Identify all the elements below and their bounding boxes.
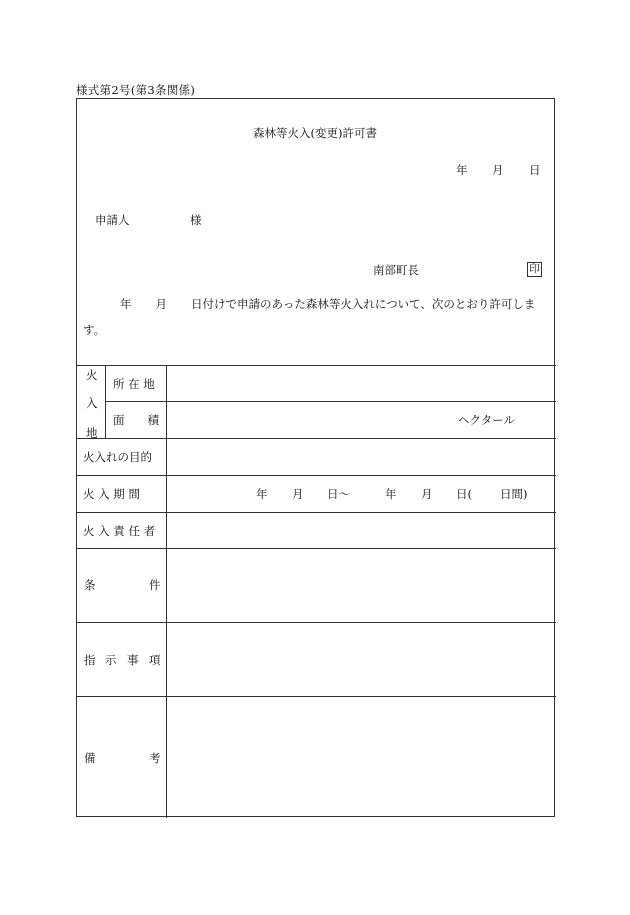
permit-statement	[83, 291, 549, 343]
burn-site-char-3: 地	[86, 426, 98, 440]
burn-site-char-2: 入	[86, 396, 98, 410]
body-text: 日付けで申請のあった森林等火入れについて、次のとおり許可します。	[83, 297, 536, 337]
date-month: 月	[492, 163, 504, 177]
period-end-year: 年	[385, 487, 397, 501]
body-month: 月	[155, 297, 167, 311]
applicant-honorific: 様	[190, 213, 202, 227]
instructions-char-1: 指	[84, 653, 96, 667]
form-title: 森林等火入(変更)許可書	[253, 126, 377, 140]
form-number: 様式第2号(第3条関係)	[76, 83, 196, 97]
conditions-right: 件	[149, 578, 161, 592]
body-year: 年	[120, 297, 132, 311]
burn-site-char-1: 火	[86, 368, 98, 382]
period-start-month: 月	[292, 487, 304, 501]
period-days: 日間)	[500, 487, 528, 501]
remarks-right: 考	[149, 751, 161, 765]
date-day: 日	[529, 163, 541, 177]
applicant-label: 申請人	[95, 213, 130, 227]
purpose-label: 火入れの目的	[83, 450, 152, 464]
issuer-name: 南部町長	[373, 263, 419, 277]
location-label: 所 在 地	[113, 377, 155, 391]
conditions-left: 条	[84, 578, 96, 592]
period-label: 火 入 期 間	[83, 487, 140, 501]
permit-form	[76, 98, 555, 817]
remarks-left: 備	[84, 751, 96, 765]
date-year: 年	[456, 163, 468, 177]
seal-mark: 印	[527, 262, 542, 277]
period-end-day: 日(	[456, 487, 472, 501]
instructions-char-4: 項	[149, 653, 161, 667]
period-start-year: 年	[256, 487, 268, 501]
period-end-month: 月	[421, 487, 433, 501]
responsible-label: 火 入 責 任 者	[83, 524, 156, 538]
instructions-char-2: 示	[105, 653, 117, 667]
period-start-day: 日～	[327, 487, 350, 501]
instructions-char-3: 事	[127, 653, 139, 667]
area-unit: ヘクタール	[458, 413, 516, 427]
area-label: 面 積	[113, 413, 159, 427]
